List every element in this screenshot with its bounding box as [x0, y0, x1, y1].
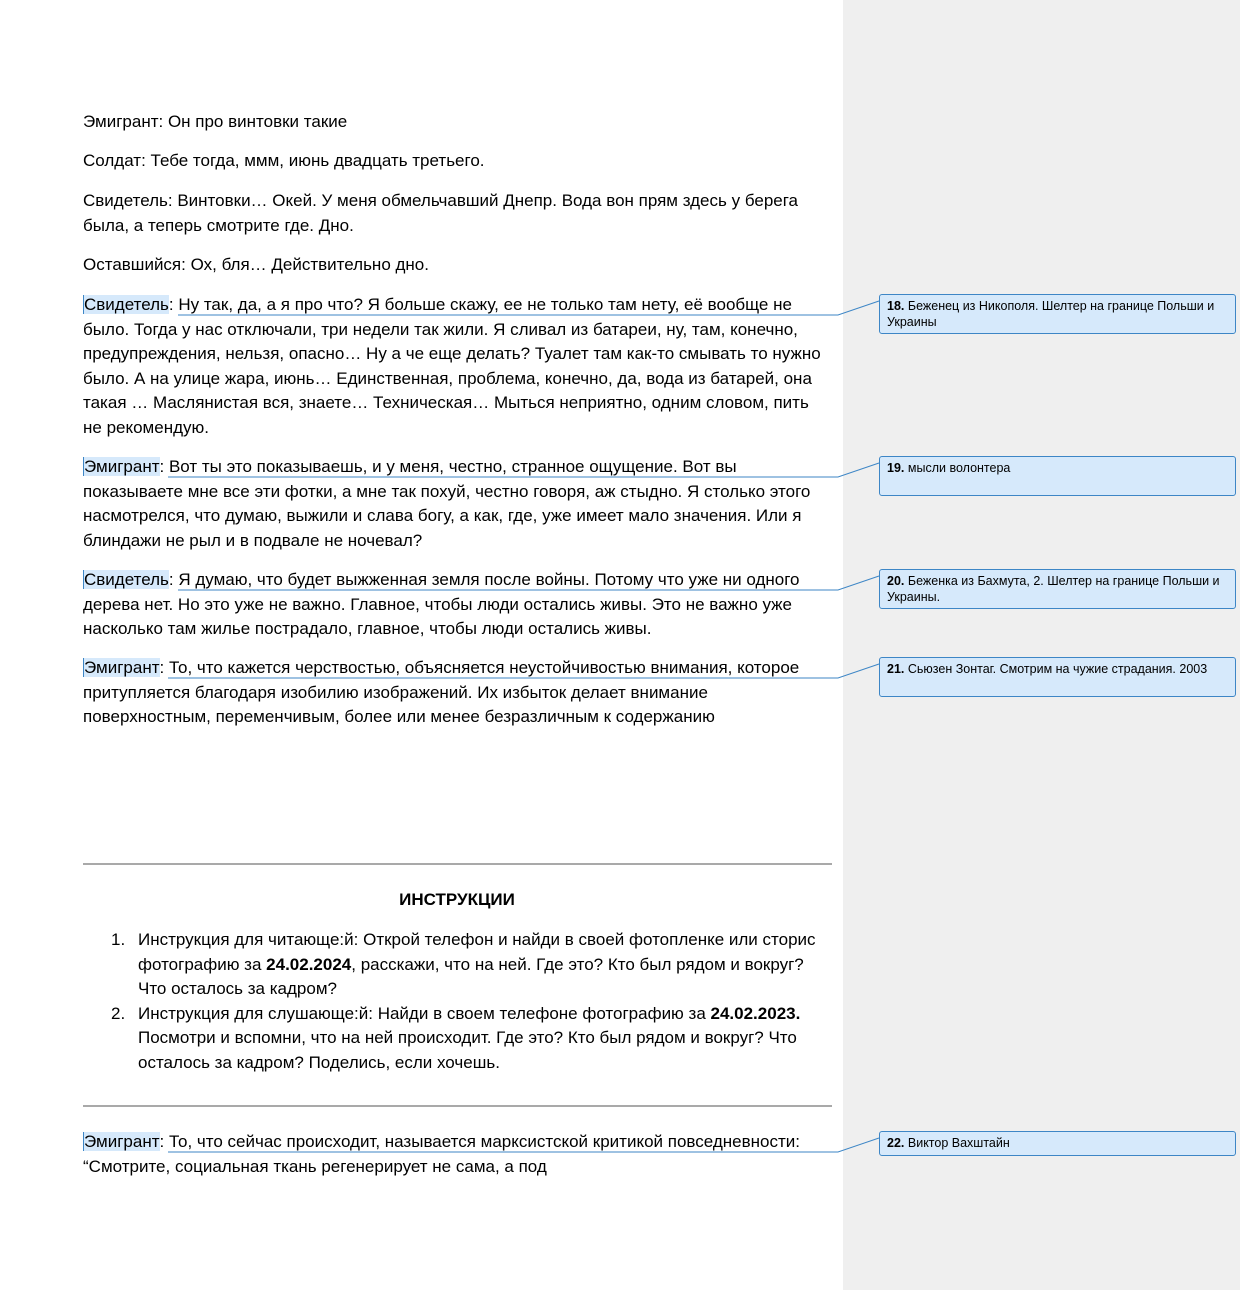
comment-text: Беженец из Никополя. Шелтер на границе Польши и Украины [887, 299, 1215, 329]
comment-connector-line [168, 664, 879, 678]
comment-text: Виктор Вахштайн [907, 1136, 1010, 1150]
list-item-text: , расскажи, что на ней. Где это? Кто был рядом и вокруг? Что осталось за кадром? [138, 954, 804, 998]
list-number: 1. [111, 930, 126, 949]
comment-number: 22. [887, 1136, 905, 1150]
paragraph-text: : Я думаю, что будет выжженная земля после войны. Потому что уже ни одного дерева нет. Но это уже не важно. Главное, чтобы люди остались живы. Это не важно уже насколько там жилье пострадало, главное, чтобы люди остались живы. [83, 570, 800, 638]
list-item-text: Инструкция для читающе:й: Открой телефон и найди в своей фотопленке или сторис фотографию за [138, 930, 816, 974]
comment-balloon[interactable] [879, 1131, 1236, 1156]
paragraph-text: Солдат: Тебе тогда, ммм, июнь двадцать третьего. [83, 151, 485, 170]
comment-balloon[interactable] [879, 456, 1236, 496]
comment-number: 18. [887, 299, 905, 313]
paragraph-text: : То, что кажется черствостью, объясняется неустойчивостью внимания, которое притупляется благодаря изобилию изображений. Их избыток делает внимание поверхностным, переменчивым, более или менее безразличным к содержанию [83, 658, 800, 726]
list-item-date: 24.02.2024 [266, 954, 352, 974]
comment-connector-line [168, 463, 879, 477]
commented-speaker[interactable]: Эмигрант [84, 658, 160, 677]
commented-speaker[interactable]: Эмигрант [84, 457, 160, 476]
commented-speaker[interactable]: Свидетель [84, 295, 169, 314]
comment-text: Сьюзен Зонтаг. Смотрим на чужие страдания. 2003 [907, 662, 1208, 676]
comment-connector-line [168, 1138, 879, 1152]
comment-number: 21. [887, 662, 905, 676]
paragraph-text: Оставшийся: Ох, бля… Действительно дно. [83, 255, 429, 274]
comment-number: 19. [887, 461, 905, 475]
paragraph-text: : То, что сейчас происходит, называется марксистской критикой повседневности: “Смотрите, социальная ткань регенерирует не сама, а под [83, 1132, 800, 1176]
commented-speaker[interactable]: Свидетель [84, 570, 169, 589]
section-heading: ИНСТРУКЦИИ [399, 890, 515, 909]
paragraph-text: Эмигрант: Он про винтовки такие [83, 112, 348, 131]
comment-balloon[interactable] [879, 569, 1236, 609]
comment-number: 20. [887, 574, 905, 588]
paragraph-text: : Вот ты это показываешь, и у меня, честно, странное ощущение. Вот вы показываете мне все эти фотки, а мне так похуй, честно говоря, аж стыдно. Я столько этого насмотрелся, что думаю, выжили и слава богу, а как, где, уже имеет мало значения. Или я блиндажи не рыл и в подвале не ночевал? [83, 457, 811, 550]
paragraph-text: : Ну так, да, а я про что? Я больше скажу, ее не только там нету, её вообще не было. Тогда у нас отключали, три недели так жили. Я сливал из батареи, ну, там, конечно, предупреждения, нельзя, опасно… Ну а че еще делать? Туалет там как-то смывать то нужно было. А на улице жара, июнь… Единственная, проблема, конечно, да, вода из батарей, она такая … Маслянистая вся, знаете… Техническая… Мыться неприятно, одним словом, пить не рекомендую. [83, 295, 821, 437]
list-item-date: 24.02.2023. [710, 1003, 801, 1023]
paragraph-text: Свидетель: Винтовки… Окей. У меня обмельчавший Днепр. Вода вон прям здесь у берега была, а теперь смотрите где. Дно. [83, 191, 799, 235]
comment-connector-line [178, 576, 879, 590]
list-item-text: Посмотри и вспомни, что на ней происходит. Где это? Кто был рядом и вокруг? Что осталось за кадром? Поделись, если хочешь. [138, 1028, 797, 1072]
comment-text: Беженка из Бахмута, 2. Шелтер на границе Польши и Украины. [887, 574, 1220, 604]
list-item-text: Инструкция для слушающе:й: Найди в своем телефоне фотографию за [138, 1003, 711, 1023]
list-number: 2. [111, 1003, 126, 1023]
comment-connector-line [178, 301, 879, 315]
comment-balloon[interactable] [879, 294, 1236, 334]
comment-text: мысли волонтера [907, 461, 1011, 475]
comment-balloon[interactable] [879, 657, 1236, 697]
commented-speaker[interactable]: Эмигрант [84, 1132, 160, 1151]
